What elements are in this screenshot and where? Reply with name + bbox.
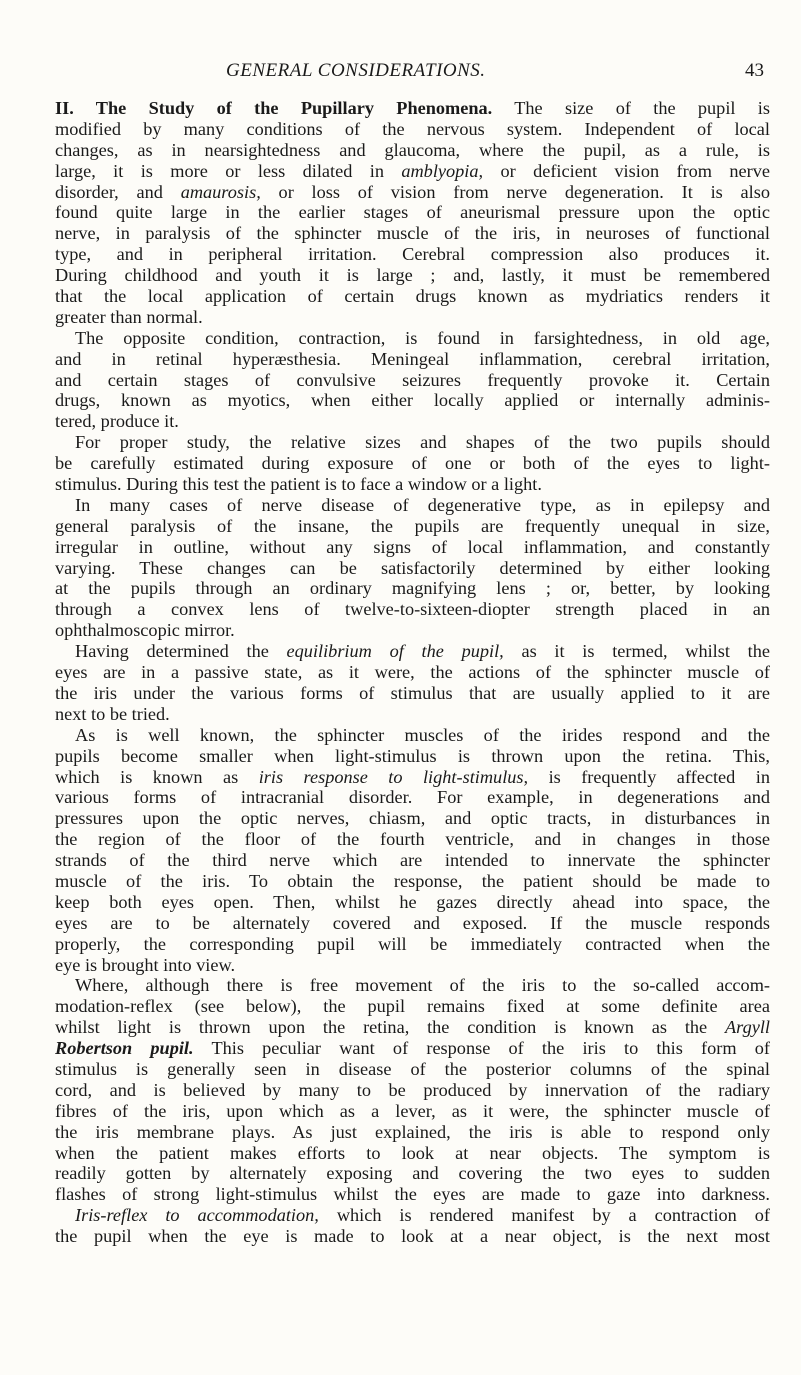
text-run: nerve, in paralysis of the sphincter muscle of the iris, in neuroses of functional <box>55 223 770 244</box>
text-run: strands of the third nerve which are intended to innervate the sphincter <box>55 850 770 871</box>
text-line <box>55 1184 770 1205</box>
text-run: eyes are in a passive state, as it were, the actions of the sphincter muscle of <box>55 662 770 683</box>
text-line <box>55 578 770 599</box>
text-line <box>55 892 770 913</box>
text-line <box>55 683 770 704</box>
text-line <box>55 349 770 370</box>
text-run: and certain stages of convulsive seizures frequently provoke it. Certain <box>55 369 770 390</box>
text-run: type, and in peripheral irritation. Cerebral compression also produces it. <box>55 244 770 265</box>
text-line <box>55 955 770 976</box>
italic-term: Iris-reflex to accommodation, <box>75 1205 319 1226</box>
text-run: next to be tried. <box>55 703 170 724</box>
text-line <box>55 1226 770 1247</box>
text-run: flashes of strong light-stimulus whilst the eyes are made to gaze into darkness. <box>55 1184 770 1205</box>
text-line <box>55 307 770 328</box>
text-run: as it is termed, whilst the <box>503 641 770 662</box>
text-line <box>55 495 770 516</box>
italic-term: iris response to light-stimulus, <box>258 766 529 787</box>
text-run: changes, as in nearsightedness and glaucoma, where the pupil, as a rule, is <box>55 139 770 160</box>
text-run: whilst light is thrown upon the retina, the condition is known as the <box>55 1017 725 1038</box>
section-heading: II. The Study of the Pupillary Phenomena. <box>55 98 493 118</box>
text-run: As is well known, the sphincter muscles of the irides respond and the <box>75 724 770 745</box>
text-line <box>55 1101 770 1122</box>
text-run: the region of the floor of the fourth ventricle, and in changes in those <box>55 829 770 850</box>
text-run: be carefully estimated during exposure of one or both of the eyes to light- <box>55 453 770 474</box>
text-line <box>55 1122 770 1143</box>
text-line <box>55 1163 770 1184</box>
text-line <box>55 1080 770 1101</box>
text-line <box>55 725 770 746</box>
text-run: properly, the corresponding pupil will be immediately contracted when the <box>55 933 770 954</box>
text-run: general paralysis of the insane, the pupils are frequently unequal in size, <box>55 515 770 536</box>
text-run: irregular in outline, without any signs of local inflammation, and constantly <box>55 536 770 557</box>
text-run: the pupil when the eye is made to look at a near object, is the next most <box>55 1226 770 1247</box>
text-line <box>55 370 770 391</box>
text-line <box>55 223 770 244</box>
text-line <box>55 202 770 223</box>
text-run: fibres of the iris, upon which as a lever, as it were, the sphincter muscle of <box>55 1100 770 1121</box>
text-line <box>55 829 770 850</box>
text-line <box>55 411 770 432</box>
text-line <box>55 474 770 495</box>
text-run: or deficient vision from nerve <box>483 160 770 181</box>
text-run: modified by many conditions of the nervous system. Independent of local <box>55 118 770 139</box>
page-number: 43 <box>745 60 764 81</box>
text-line <box>55 913 770 934</box>
text-line <box>55 119 770 140</box>
italic-term: equilibrium of the pupil, <box>286 641 504 662</box>
text-line <box>55 516 770 537</box>
text-run: or loss of vision from nerve degeneration. It is also <box>260 181 770 202</box>
body-text <box>55 98 770 1247</box>
text-line <box>55 432 770 453</box>
text-run: muscle of the iris. To obtain the response, the patient should be made to <box>55 870 770 891</box>
text-line <box>55 871 770 892</box>
running-head-title: GENERAL CONSIDERATIONS. <box>226 60 486 81</box>
text-line <box>55 599 770 620</box>
text-run: found quite large in the earlier stages of aneurismal pressure upon the optic <box>55 202 770 223</box>
section-heading: Robertson pupil. <box>55 1038 194 1059</box>
text-line <box>55 641 770 662</box>
italic-term: amaurosis, <box>180 181 261 202</box>
text-run: large, it is more or less dilated in <box>55 160 402 181</box>
text-line <box>55 934 770 955</box>
text-run: drugs, known as myotics, when either locally applied or internally adminis- <box>55 390 770 411</box>
text-line <box>55 265 770 286</box>
text-line <box>55 850 770 871</box>
text-run: During childhood and youth it is large ; and, lastly, it must be remembered <box>55 265 770 286</box>
text-line <box>55 244 770 265</box>
text-line <box>55 1205 770 1226</box>
text-run: varying. These changes can be satisfactorily determined by either looking <box>55 557 770 578</box>
text-run: The size of the pupil is <box>492 98 770 118</box>
text-run: The opposite condition, contraction, is found in farsightedness, in old age, <box>75 327 770 348</box>
text-run: Where, although there is free movement of the iris to the so-called accom- <box>75 975 770 996</box>
text-run: the iris membrane plays. As just explained, the iris is able to respond only <box>55 1121 770 1142</box>
italic-term: Argyll <box>724 1017 770 1038</box>
text-run: pressures upon the optic nerves, chiasm, and optic tracts, in disturbances in <box>55 808 770 829</box>
text-run: greater than normal. <box>55 306 203 327</box>
text-run: For proper study, the relative sizes and shapes of the two pupils should <box>75 432 770 453</box>
text-run: ophthalmoscopic mirror. <box>55 620 235 641</box>
text-line <box>55 1143 770 1164</box>
text-run: pupils become smaller when light-stimulus is thrown upon the retina. This, <box>55 745 770 766</box>
text-run: at the pupils through an ordinary magnifying lens ; or, better, by looking <box>55 578 770 599</box>
text-line <box>55 787 770 808</box>
text-line <box>55 286 770 307</box>
text-run: which is known as <box>55 766 259 787</box>
text-line <box>55 537 770 558</box>
text-run: various forms of intracranial disorder. For example, in degenerations and <box>55 787 770 808</box>
text-line <box>55 996 770 1017</box>
text-run: stimulus is generally seen in disease of the posterior columns of the spinal <box>55 1058 770 1079</box>
text-line <box>55 390 770 411</box>
text-run: stimulus. During this test the patient is to face a window or a light. <box>55 474 542 495</box>
text-run: readily gotten by alternately exposing and covering the two eyes to sudden <box>55 1163 770 1184</box>
text-run: cord, and is believed by many to be produced by innervation of the radiary <box>55 1079 770 1100</box>
text-line <box>55 620 770 641</box>
text-run: Having determined the <box>75 641 287 662</box>
text-line <box>55 140 770 161</box>
text-line <box>55 808 770 829</box>
text-run: the iris under the various forms of stimulus that are usually applied to it are <box>55 682 770 703</box>
text-run: is frequently affected in <box>528 766 770 787</box>
text-run: eye is brought into view. <box>55 954 236 975</box>
text-run: tered, produce it. <box>55 411 179 432</box>
text-line <box>55 328 770 349</box>
italic-term: amblyopia, <box>401 160 484 181</box>
text-run: keep both eyes open. Then, whilst he gazes directly ahead into space, the <box>55 891 770 912</box>
text-line <box>55 704 770 725</box>
text-run: eyes are to be alternately covered and exposed. If the muscle responds <box>55 912 770 933</box>
text-run: modation-reflex (see below), the pupil remains fixed at some definite area <box>55 996 770 1017</box>
text-line <box>55 1038 770 1059</box>
text-line <box>55 975 770 996</box>
text-line <box>55 98 770 119</box>
text-line <box>55 746 770 767</box>
text-line <box>55 767 770 788</box>
text-run: when the patient makes efforts to look at near objects. The symptom is <box>55 1142 770 1163</box>
text-line <box>55 1059 770 1080</box>
text-line <box>55 161 770 182</box>
text-run: disorder, and <box>55 181 181 202</box>
text-run: and in retinal hyperæsthesia. Meningeal inflammation, cerebral irritation, <box>55 348 770 369</box>
text-line <box>55 1017 770 1038</box>
text-run: In many cases of nerve disease of degenerative type, as in epilepsy and <box>75 494 770 515</box>
text-line <box>55 558 770 579</box>
text-line <box>55 182 770 203</box>
text-run: that the local application of certain drugs known as mydriatics renders it <box>55 286 770 307</box>
text-run: This peculiar want of response of the iris to this form of <box>193 1038 770 1059</box>
text-line <box>55 453 770 474</box>
text-run: through a convex lens of twelve-to-sixteen-diopter strength placed in an <box>55 599 770 620</box>
text-run: which is rendered manifest by a contraction of <box>318 1205 770 1226</box>
text-line <box>55 662 770 683</box>
